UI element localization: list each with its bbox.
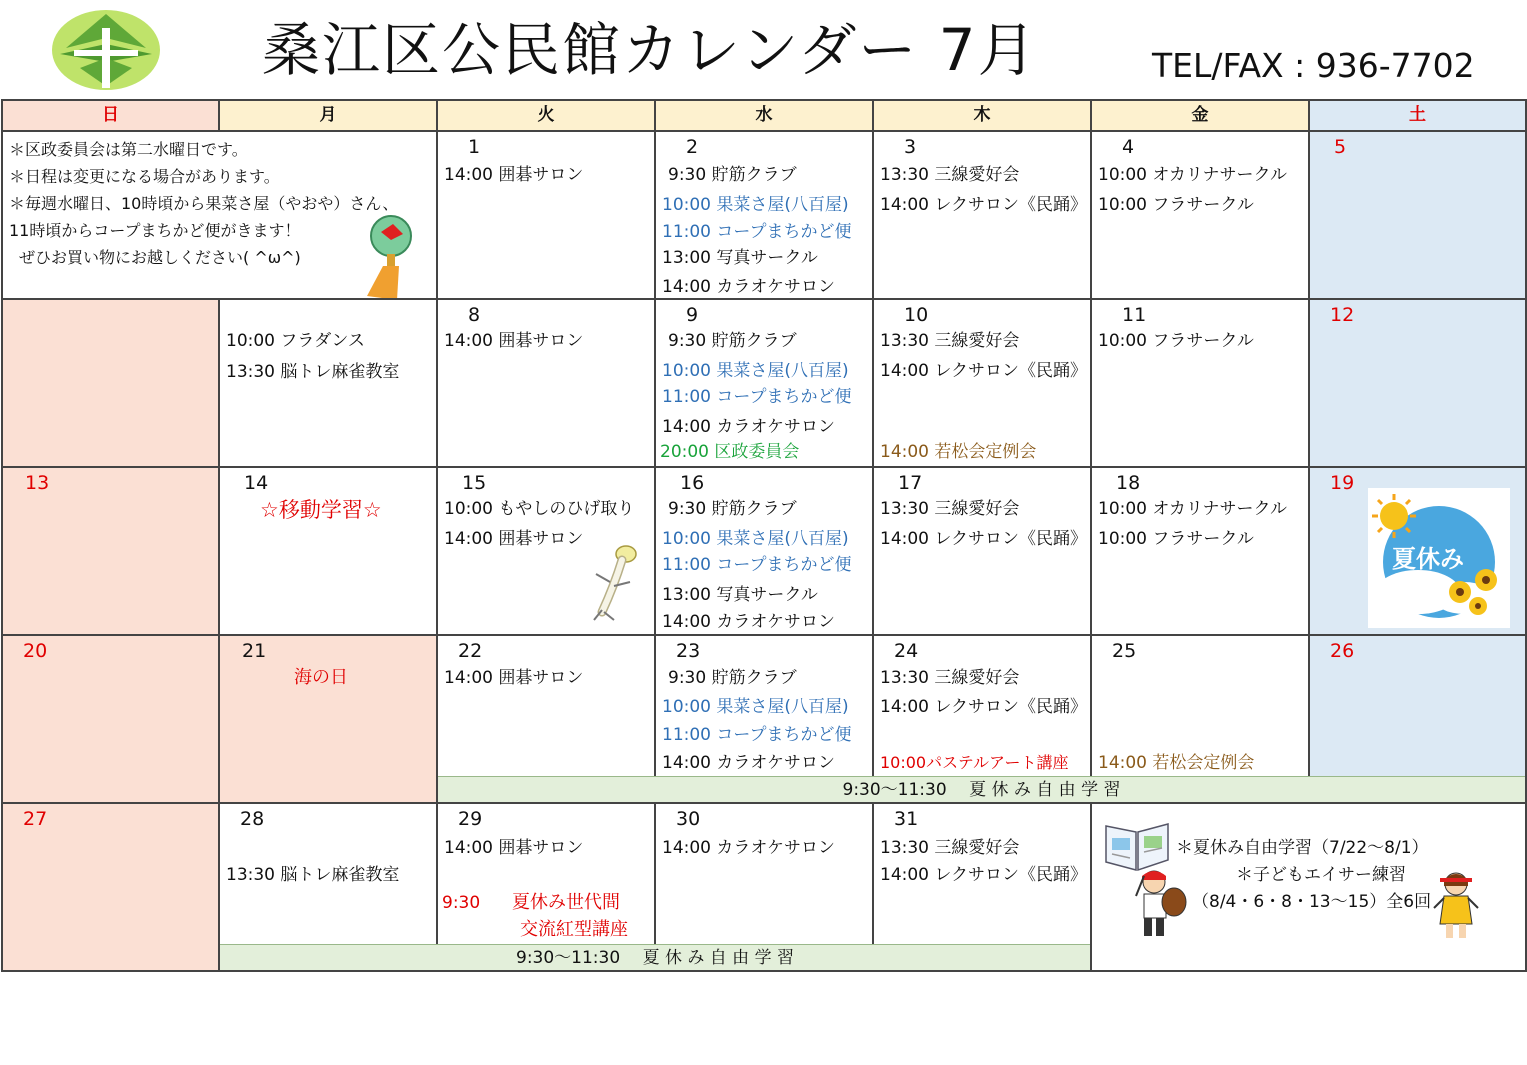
day-number: 21: [242, 640, 267, 662]
day-cell-18: [1090, 466, 1310, 636]
day-number: 27: [23, 808, 48, 830]
event-item: 11:00 コープまちかど便: [662, 387, 852, 407]
event-item: 13:30 三線愛好会: [880, 165, 1020, 185]
day-number: 24: [894, 640, 919, 662]
day-number: 13: [25, 472, 50, 494]
event-item: 10:00 オカリナサークル: [1098, 499, 1288, 519]
event-item: 13:30 三線愛好会: [880, 838, 1020, 858]
day-cell-2: [654, 130, 874, 300]
day-cell-27: [1, 802, 220, 972]
day-number: 3: [904, 136, 917, 158]
note-line: 11時頃からコープまちかど便がきます！: [9, 221, 301, 240]
event-item: 14:00 囲碁サロン: [444, 529, 584, 549]
day-number: 10: [904, 304, 929, 326]
event-item: 14:00 囲碁サロン: [444, 838, 584, 858]
notes-list: [9, 136, 398, 271]
open-book-icon: [1102, 818, 1172, 872]
day-cell-16: [654, 466, 874, 636]
event-item: 10:00 フラサークル: [1098, 529, 1254, 549]
event-item: 14:00 レクサロン《民踊》: [880, 361, 1088, 381]
event-item: 14:00 レクサロン《民踊》: [880, 195, 1088, 215]
event-item: 交流紅型講座: [520, 919, 628, 940]
day-number: 30: [676, 808, 701, 830]
day-number: 28: [240, 808, 265, 830]
event-item: 夏休み世代間: [512, 892, 620, 913]
event-item: 14:00 カラオケサロン: [662, 753, 836, 773]
calendar-grid: [1, 99, 1527, 972]
summer-study-note: ＊夏休み自由学習（7/22〜8/1）: [1176, 838, 1429, 858]
day-cell-19: [1308, 466, 1527, 636]
notes-cell: [1, 130, 438, 300]
event-item: 9:30 貯筋クラブ: [668, 331, 797, 351]
event-item: 13:30 三線愛好会: [880, 499, 1020, 519]
day-cell-14: [218, 466, 438, 636]
event-item: 9:30 貯筋クラブ: [668, 499, 797, 519]
event-item: 14:00 若松会定例会: [880, 442, 1037, 462]
day-number: 8: [468, 304, 481, 326]
day-number: 31: [894, 808, 919, 830]
event-item: 13:30 三線愛好会: [880, 668, 1020, 688]
event-item: 13:30 脳トレ麻雀教室: [226, 362, 400, 382]
event-item: 13:00 写真サークル: [662, 248, 818, 268]
day-number: 23: [676, 640, 701, 662]
event-item: 10:00 フラサークル: [1098, 195, 1254, 215]
day-cell-8: [436, 298, 656, 468]
day-number: 16: [680, 472, 705, 494]
event-item: 10:00 フラダンス: [226, 331, 365, 351]
day-number: 17: [898, 472, 923, 494]
day-cell-21: [218, 634, 438, 804]
weekday-tuesday: 火: [436, 99, 656, 132]
event-item: 14:00 カラオケサロン: [662, 277, 836, 297]
day-cell-5: [1308, 130, 1527, 300]
event-item: 14:00 レクサロン《民踊》: [880, 865, 1088, 885]
day-number: 25: [1112, 640, 1137, 662]
day-number: 12: [1330, 304, 1355, 326]
day-number: 26: [1330, 640, 1355, 662]
event-item: 14:00 囲碁サロン: [444, 331, 584, 351]
event-item: 10:00 フラサークル: [1098, 331, 1254, 351]
day-number: 22: [458, 640, 483, 662]
event-item: ☆移動学習☆: [260, 498, 382, 522]
note-line: ＊区政委員会は第二水曜日です。: [9, 140, 248, 159]
weekday-wednesday: 水: [654, 99, 874, 132]
day-cell-4: [1090, 130, 1310, 300]
event-item: 14:00 若松会定例会: [1098, 753, 1255, 773]
day-number: 5: [1334, 136, 1347, 158]
event-item: 10:00パステルアート講座: [880, 753, 1069, 772]
day-cell-12: [1308, 298, 1527, 468]
weekday-saturday: 土: [1308, 99, 1527, 132]
note-line: ＊毎週水曜日、10時頃から果菜さ屋（やおや）さん、: [9, 194, 399, 213]
bean-sprout-character-icon: [588, 542, 642, 622]
weekday-thursday: 木: [872, 99, 1092, 132]
event-item: 14:00 カラオケサロン: [662, 417, 836, 437]
event-item: 11:00 コープまちかど便: [662, 222, 852, 242]
day-number: 9: [686, 304, 699, 326]
day-cell-20: [1, 634, 220, 804]
day-cell-13: [1, 466, 220, 636]
event-item: 14:00 囲碁サロン: [444, 668, 584, 688]
day-number: 1: [468, 136, 481, 158]
event-item: 10:00 果菜さ屋(八百屋): [662, 195, 849, 215]
event-item: 10:00 果菜さ屋(八百屋): [662, 361, 849, 381]
weekday-sunday: 日: [1, 99, 220, 132]
day-cell-11: [1090, 298, 1310, 468]
wind-chime-icon: [363, 210, 423, 302]
day-number: 2: [686, 136, 699, 158]
day-number: 14: [244, 472, 269, 494]
event-item: 13:30 脳トレ麻雀教室: [226, 865, 400, 885]
day-number: 29: [458, 808, 483, 830]
event-item: 13:00 写真サークル: [662, 585, 818, 605]
event-item: 9:30 貯筋クラブ: [668, 668, 797, 688]
dancing-girl-icon: [1432, 868, 1480, 940]
event-item: 14:00 レクサロン《民踊》: [880, 697, 1088, 717]
summer-study-band: 9:30〜11:30 夏 休 み 自 由 学 習: [220, 944, 1090, 970]
day-cell-17: [872, 466, 1092, 636]
eisa-practice-dates: （8/4・6・8・13〜15）全6回: [1192, 892, 1432, 912]
event-item: 13:30 三線愛好会: [880, 331, 1020, 351]
weekday-friday: 金: [1090, 99, 1310, 132]
day-cell-1: [436, 130, 656, 300]
day-cell-9: [654, 298, 874, 468]
event-item: 20:00 区政委員会: [660, 442, 800, 462]
event-item: 11:00 コープまちかど便: [662, 555, 852, 575]
day-cell-7: [218, 298, 438, 468]
event-item: 11:00 コープまちかど便: [662, 725, 852, 745]
event-item: 14:00 レクサロン《民踊》: [880, 529, 1088, 549]
district-emblem-icon: [50, 8, 162, 92]
day-number: 15: [462, 472, 487, 494]
day-number: 18: [1116, 472, 1141, 494]
eisa-practice-note: ＊子どもエイサー練習: [1236, 865, 1406, 885]
day-number: 20: [23, 640, 48, 662]
event-item: 10:00 もやしのひげ取り: [444, 499, 635, 519]
summer-notes-cell: [1090, 802, 1527, 972]
day-cell-10: [872, 298, 1092, 468]
note-line: ぜひお買い物にお越しください( ^ω^): [19, 248, 301, 267]
tel-fax-number: TEL/FAX : 936-7702: [1152, 46, 1475, 85]
day-cell-6: [1, 298, 220, 468]
event-item-time: 9:30: [442, 893, 481, 913]
event-item: 10:00 オカリナサークル: [1098, 165, 1288, 185]
event-item: 10:00 果菜さ屋(八百屋): [662, 529, 849, 549]
event-item: 10:00 果菜さ屋(八百屋): [662, 697, 849, 717]
note-line: ＊日程は変更になる場合があります。: [9, 167, 280, 186]
summer-vacation-picture: [1368, 488, 1510, 628]
summer-study-band: 9:30〜11:30 夏 休 み 自 由 学 習: [438, 776, 1525, 802]
eisa-drummer-boy-icon: [1132, 866, 1188, 940]
event-item: 9:30 貯筋クラブ: [668, 165, 797, 185]
day-number: 4: [1122, 136, 1135, 158]
summer-vacation-text: 夏休み: [1392, 545, 1464, 573]
day-number: 19: [1330, 472, 1355, 494]
event-item: 14:00 カラオケサロン: [662, 612, 836, 632]
weekday-monday: 月: [218, 99, 438, 132]
day-cell-15: [436, 466, 656, 636]
holiday-label: 海の日: [294, 667, 348, 688]
day-number: 11: [1122, 304, 1147, 326]
event-item: 14:00 囲碁サロン: [444, 165, 584, 185]
day-cell-3: [872, 130, 1092, 300]
page-title: 桑江区公民館カレンダー 7月: [262, 16, 1038, 84]
event-item: 14:00 カラオケサロン: [662, 838, 836, 858]
